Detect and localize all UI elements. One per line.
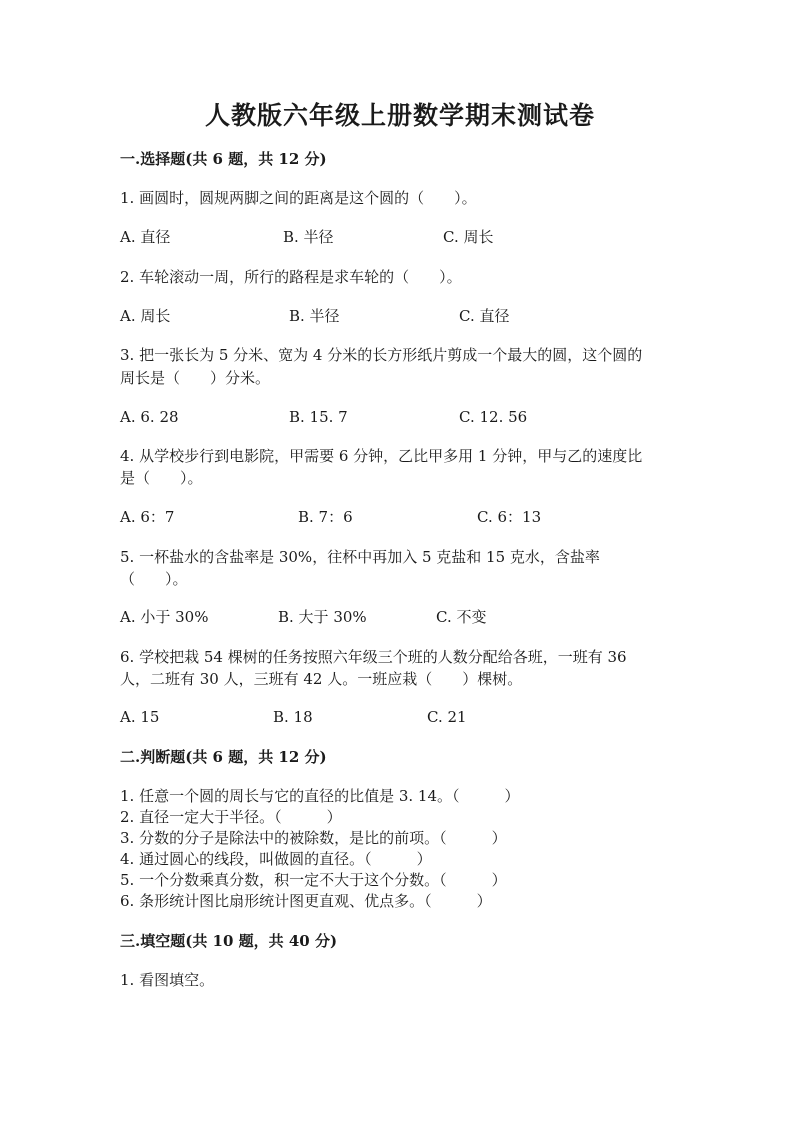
judgment-item: 6. 条形统计图比扇形统计图更直观、优点多。（ ）: [120, 892, 492, 910]
answer-option: B. 半径: [283, 228, 334, 246]
question-text: 1. 画圆时，圆规两脚之间的距离是这个圆的（ ）。: [120, 189, 477, 207]
exam-title: 人教版六年级上册数学期末测试卷: [204, 101, 595, 130]
question-text: 6. 学校把栽 54 棵树的任务按照六年级三个班的人数分配给各班，一班有 36: [120, 648, 627, 666]
answer-option: C. 直径: [459, 307, 510, 325]
answer-option: A. 6：7: [120, 508, 175, 526]
question-text: （ ）。: [120, 570, 188, 588]
answer-option: A. 15: [120, 708, 160, 726]
answer-option: B. 半径: [289, 307, 340, 325]
answer-option: B. 大于 30%: [278, 608, 367, 626]
answer-option: C. 12. 56: [459, 408, 528, 426]
judgment-item: 3. 分数的分子是除法中的被除数，是比的前项。（ ）: [120, 829, 507, 847]
section-heading-fill-in: 三.填空题(共 10 题，共 40 分): [120, 932, 338, 950]
question-text: 2. 车轮滚动一周，所行的路程是求车轮的（ ）。: [120, 268, 462, 286]
question-text: 5. 一杯盐水的含盐率是 30%，往杯中再加入 5 克盐和 15 克水，含盐率: [120, 548, 600, 566]
answer-option: A. 周长: [120, 307, 171, 325]
judgment-item: 2. 直径一定大于半径。（ ）: [120, 808, 342, 826]
answer-option: C. 6：13: [477, 508, 542, 526]
answer-option: A. 直径: [120, 228, 171, 246]
question-text: 是（ ）。: [120, 469, 203, 487]
answer-option: B. 18: [273, 708, 313, 726]
section-heading-choice: 一.选择题(共 6 题，共 12 分): [120, 150, 327, 168]
answer-option: C. 周长: [443, 228, 494, 246]
answer-option: C. 21: [427, 708, 467, 726]
question-text: 1. 看图填空。: [120, 971, 215, 989]
answer-option: B. 7：6: [298, 508, 353, 526]
question-text: 周长是（ ）分米。: [120, 369, 271, 387]
question-text: 3. 把一张长为 5 分米、宽为 4 分米的长方形纸片剪成一个最大的圆，这个圆的: [120, 346, 643, 364]
question-text: 4. 从学校步行到电影院，甲需要 6 分钟，乙比甲多用 1 分钟，甲与乙的速度比: [120, 447, 643, 465]
question-text: 人，二班有 30 人，三班有 42 人。一班应栽（ ）棵树。: [120, 670, 523, 688]
answer-option: C. 不变: [436, 608, 487, 626]
section-heading-judgment: 二.判断题(共 6 题，共 12 分): [120, 748, 327, 766]
judgment-item: 4. 通过圆心的线段，叫做圆的直径。（ ）: [120, 850, 432, 868]
answer-option: A. 小于 30%: [120, 608, 209, 626]
judgment-item: 5. 一个分数乘真分数，积一定不大于这个分数。（ ）: [120, 871, 507, 889]
answer-option: B. 15. 7: [289, 408, 348, 426]
judgment-item: 1. 任意一个圆的周长与它的直径的比值是 3. 14。（ ）: [120, 787, 520, 805]
answer-option: A. 6. 28: [120, 408, 179, 426]
